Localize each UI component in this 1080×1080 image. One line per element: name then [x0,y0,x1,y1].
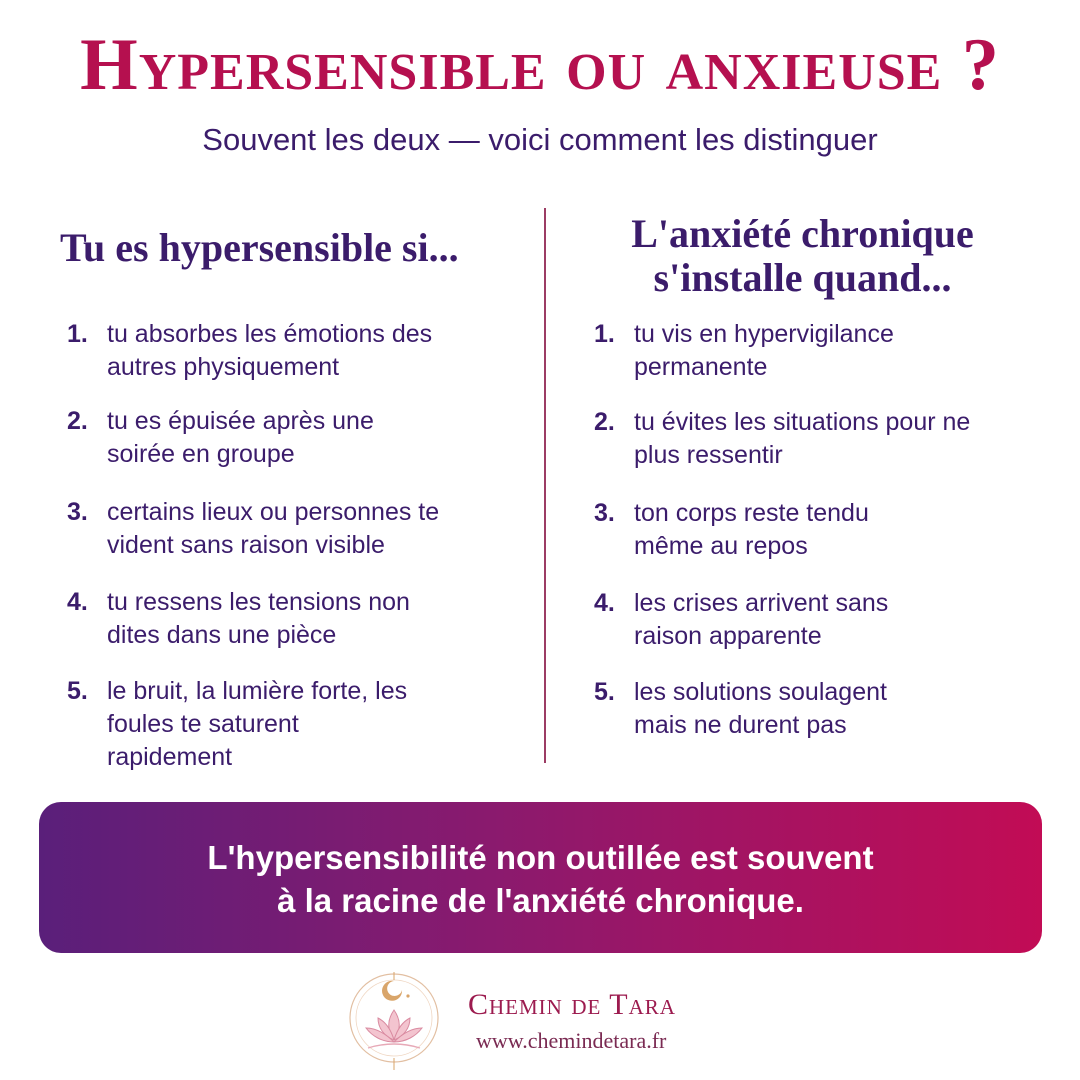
list-item [594,406,1034,472]
list-item [594,318,1034,384]
item-number: 5. [67,677,88,705]
item-text: tu es épuisée après une soirée en groupe [107,407,374,468]
brand-name: Chemin de Tara [468,988,676,1021]
item-text: tu ressens les tensions non dites dans une pièce [107,588,410,649]
page-subtitle: Souvent les deux — voici comment les distinguer [202,122,878,157]
left-column-title: Tu es hypersensible si... [60,225,459,270]
column-divider [544,208,546,763]
lotus-moon-logo-icon [346,966,442,1076]
item-number: 4. [594,589,615,617]
key-message-banner [39,802,1042,953]
list-item [67,675,527,774]
item-number: 2. [67,407,88,435]
list-item [67,586,527,652]
right-column-title: L'anxiété chronique s'installe quand... [631,211,974,300]
item-number: 1. [67,320,88,348]
page-title: Hypersensible ou anxieuse ? [80,24,1000,106]
item-number: 2. [594,408,615,436]
website-url: www.chemindetara.fr [476,1028,667,1053]
list-item [67,405,527,471]
item-text: les crises arrivent sans raison apparente [634,589,889,650]
list-item [594,587,1034,653]
list-item [67,496,527,562]
banner-line-2: à la racine de l'anxiété chronique. [277,882,804,919]
item-number: 1. [594,320,615,348]
item-text: ton corps reste tendu même au repos [634,499,869,560]
item-number: 5. [594,678,615,706]
item-text: tu évites les situations pour ne plus ressentir [634,408,971,469]
item-number: 3. [67,498,88,526]
list-item [594,676,1034,742]
item-number: 3. [594,499,615,527]
banner-text [39,836,1042,922]
banner-line-1: L'hypersensibilité non outillée est souvent [207,839,874,876]
item-text: tu vis en hypervigilance permanente [634,320,894,381]
list-item [67,318,527,384]
item-text: certains lieux ou personnes te vident sans raison visible [107,498,440,559]
item-text: tu absorbes les émotions des autres physiquement [107,320,433,381]
list-item [594,497,1034,563]
item-number: 4. [67,588,88,616]
item-text: les solutions soulagent mais ne durent pas [634,678,887,739]
item-text: le bruit, la lumière forte, les foules te saturent rapidement [107,677,408,771]
